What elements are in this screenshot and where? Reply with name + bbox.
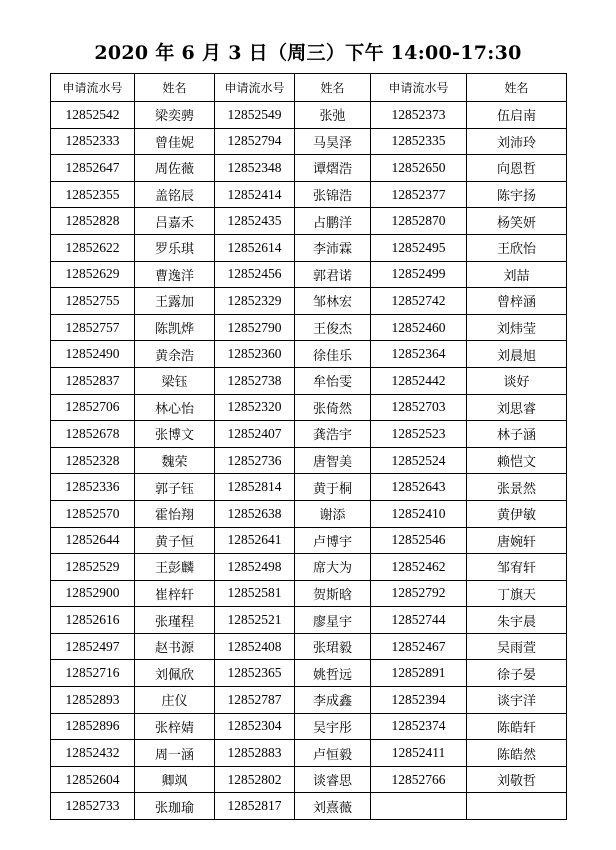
serial-number-cell: 12852614 [215,234,295,261]
serial-number-cell: 12852893 [51,687,135,714]
table-row [51,687,567,714]
name-cell: 曾梓涵 [467,288,567,315]
name-cell: 黄子恒 [135,527,215,554]
serial-number-cell: 12852365 [215,660,295,687]
name-cell: 陈皓然 [467,740,567,767]
serial-number-cell: 12852364 [371,341,467,368]
name-cell: 姚哲远 [295,660,371,687]
name-cell: 邹林宏 [295,288,371,315]
serial-number-cell: 12852304 [215,713,295,740]
name-cell: 刘熹薇 [295,793,371,820]
serial-number-cell: 12852467 [371,633,467,660]
name-cell: 陈宇扬 [467,181,567,208]
serial-number-cell: 12852641 [215,527,295,554]
table-row [51,102,567,129]
name-cell: 唐智美 [295,447,371,474]
name-cell: 卢博宇 [295,527,371,554]
table-row [51,660,567,687]
name-cell: 张瑾程 [135,607,215,634]
serial-number-cell: 12852495 [371,234,467,261]
serial-number-cell: 12852733 [51,793,135,820]
name-cell: 黄伊敏 [467,500,567,527]
header-serial-number: 申请流水号 [371,74,467,102]
name-cell: 吴宇彤 [295,713,371,740]
serial-number-cell: 12852335 [371,128,467,155]
table-row [51,288,567,315]
table-row [51,155,567,182]
serial-number-cell: 12852570 [51,500,135,527]
serial-number-cell: 12852716 [51,660,135,687]
name-cell: 向恩哲 [467,155,567,182]
serial-number-cell: 12852647 [51,155,135,182]
table-row [51,554,567,581]
name-cell: 周佐薇 [135,155,215,182]
name-cell: 黄余浩 [135,341,215,368]
name-cell: 唐婉轩 [467,527,567,554]
header-row [51,74,567,102]
serial-number-cell: 12852643 [371,474,467,501]
name-cell: 刘沛玲 [467,128,567,155]
serial-number-cell: 12852498 [215,554,295,581]
name-cell: 王俊杰 [295,314,371,341]
name-cell: 霍怡翔 [135,500,215,527]
serial-number-cell: 12852373 [371,102,467,129]
serial-number-cell: 12852497 [51,633,135,660]
serial-number-cell: 12852706 [51,394,135,421]
header-name: 姓名 [295,74,371,102]
name-cell: 庄仪 [135,687,215,714]
name-cell: 张景然 [467,474,567,501]
serial-number-cell: 12852883 [215,740,295,767]
name-cell: 曾佳妮 [135,128,215,155]
serial-number-cell: 12852410 [371,500,467,527]
name-cell: 林心怡 [135,394,215,421]
serial-number-cell: 12852581 [215,580,295,607]
serial-number-cell: 12852787 [215,687,295,714]
table-row [51,447,567,474]
serial-number-cell: 12852320 [215,394,295,421]
name-cell: 马昊泽 [295,128,371,155]
serial-number-cell: 12852891 [371,660,467,687]
serial-number-cell: 12852523 [371,421,467,448]
name-cell: 张锦浩 [295,181,371,208]
name-cell: 卢恒毅 [295,740,371,767]
serial-number-cell: 12852794 [215,128,295,155]
name-cell: 梁钰 [135,367,215,394]
name-cell: 曹逸洋 [135,261,215,288]
table-row [51,766,567,793]
table-row [51,713,567,740]
header-serial-number: 申请流水号 [215,74,295,102]
name-cell: 王彭麟 [135,554,215,581]
name-cell: 刘佩欣 [135,660,215,687]
serial-number-cell: 12852411 [371,740,467,767]
serial-number-cell: 12852328 [51,447,135,474]
header-name: 姓名 [467,74,567,102]
name-cell: 王露加 [135,288,215,315]
serial-number-cell: 12852616 [51,607,135,634]
name-cell: 谢添 [295,500,371,527]
serial-number-cell: 12852499 [371,261,467,288]
name-cell: 崔梓轩 [135,580,215,607]
serial-number-cell [371,793,467,820]
name-cell: 谈宇洋 [467,687,567,714]
serial-number-cell: 12852644 [51,527,135,554]
serial-number-cell: 12852817 [215,793,295,820]
serial-number-cell: 12852414 [215,181,295,208]
name-cell: 郭君诺 [295,261,371,288]
table-row [51,421,567,448]
name-cell: 刘喆 [467,261,567,288]
name-cell [467,793,567,820]
name-cell: 席大为 [295,554,371,581]
name-cell: 朱宇晨 [467,607,567,634]
serial-number-cell: 12852394 [371,687,467,714]
name-cell: 王欣怡 [467,234,567,261]
name-cell: 刘思睿 [467,394,567,421]
name-cell: 李沛霖 [295,234,371,261]
serial-number-cell: 12852348 [215,155,295,182]
table-row [51,740,567,767]
name-cell: 刘炜莹 [467,314,567,341]
serial-number-cell: 12852744 [371,607,467,634]
name-cell: 林子涵 [467,421,567,448]
serial-number-cell: 12852755 [51,288,135,315]
name-cell: 张珺毅 [295,633,371,660]
table-row [51,394,567,421]
serial-number-cell: 12852408 [215,633,295,660]
table-row [51,181,567,208]
name-cell: 邹宥轩 [467,554,567,581]
serial-number-cell: 12852678 [51,421,135,448]
name-cell: 周一涵 [135,740,215,767]
name-cell: 赖恺文 [467,447,567,474]
table-row [51,580,567,607]
name-cell: 梁奕骋 [135,102,215,129]
serial-number-cell: 12852622 [51,234,135,261]
name-cell: 卿飒 [135,766,215,793]
name-cell: 龚浩宇 [295,421,371,448]
table-row [51,474,567,501]
serial-number-cell: 12852336 [51,474,135,501]
serial-number-cell: 12852329 [215,288,295,315]
name-cell: 张珈瑜 [135,793,215,820]
serial-number-cell: 12852407 [215,421,295,448]
serial-number-cell: 12852814 [215,474,295,501]
serial-number-cell: 12852333 [51,128,135,155]
name-cell: 张倚然 [295,394,371,421]
table-row [51,261,567,288]
name-cell: 陈皓轩 [467,713,567,740]
serial-number-cell: 12852456 [215,261,295,288]
header-name: 姓名 [135,74,215,102]
name-cell: 廖星宇 [295,607,371,634]
table-row [51,341,567,368]
serial-number-cell: 12852374 [371,713,467,740]
name-cell: 张博文 [135,421,215,448]
name-cell: 谈睿思 [295,766,371,793]
serial-number-cell: 12852790 [215,314,295,341]
table-row [51,500,567,527]
name-cell: 徐佳乐 [295,341,371,368]
serial-number-cell: 12852870 [371,208,467,235]
serial-number-cell: 12852638 [215,500,295,527]
serial-number-cell: 12852766 [371,766,467,793]
name-cell: 魏荣 [135,447,215,474]
serial-number-cell: 12852521 [215,607,295,634]
table-row [51,234,567,261]
name-cell: 陈凯烨 [135,314,215,341]
serial-number-cell: 12852546 [371,527,467,554]
name-cell: 罗乐琪 [135,234,215,261]
name-cell: 郭子钰 [135,474,215,501]
serial-number-cell: 12852355 [51,181,135,208]
serial-number-cell: 12852837 [51,367,135,394]
serial-number-cell: 12852900 [51,580,135,607]
roster-body [51,102,567,820]
serial-number-cell: 12852828 [51,208,135,235]
serial-number-cell: 12852604 [51,766,135,793]
serial-number-cell: 12852738 [215,367,295,394]
serial-number-cell: 12852736 [215,447,295,474]
table-row [51,793,567,820]
header-serial-number: 申请流水号 [51,74,135,102]
table-row [51,314,567,341]
serial-number-cell: 12852462 [371,554,467,581]
roster-table [50,73,567,820]
name-cell: 李成鑫 [295,687,371,714]
name-cell: 占鹏洋 [295,208,371,235]
name-cell: 赵书源 [135,633,215,660]
name-cell: 杨笑妍 [467,208,567,235]
name-cell: 丁旗天 [467,580,567,607]
serial-number-cell: 12852460 [371,314,467,341]
table-row [51,527,567,554]
name-cell: 刘晨旭 [467,341,567,368]
serial-number-cell: 12852549 [215,102,295,129]
serial-number-cell: 12852490 [51,341,135,368]
table-row [51,128,567,155]
name-cell: 刘敬哲 [467,766,567,793]
serial-number-cell: 12852629 [51,261,135,288]
serial-number-cell: 12852432 [51,740,135,767]
table-row [51,208,567,235]
name-cell: 吴雨萱 [467,633,567,660]
serial-number-cell: 12852757 [51,314,135,341]
serial-number-cell: 12852529 [51,554,135,581]
name-cell: 徐子晏 [467,660,567,687]
name-cell: 牟怡雯 [295,367,371,394]
name-cell: 吕嘉禾 [135,208,215,235]
name-cell: 盖铭辰 [135,181,215,208]
name-cell: 张弛 [295,102,371,129]
serial-number-cell: 12852792 [371,580,467,607]
serial-number-cell: 12852377 [371,181,467,208]
serial-number-cell: 12852524 [371,447,467,474]
name-cell: 谈好 [467,367,567,394]
table-row [51,367,567,394]
serial-number-cell: 12852742 [371,288,467,315]
name-cell: 谭熠浩 [295,155,371,182]
name-cell: 黄于桐 [295,474,371,501]
serial-number-cell: 12852802 [215,766,295,793]
table-row [51,607,567,634]
serial-number-cell: 12852703 [371,394,467,421]
serial-number-cell: 12852435 [215,208,295,235]
table-row [51,633,567,660]
name-cell: 伍启南 [467,102,567,129]
name-cell: 张梓婧 [135,713,215,740]
page-title: 2020 年 6 月 3 日（周三）下午 14:00-17:30 [94,42,522,64]
serial-number-cell: 12852650 [371,155,467,182]
serial-number-cell: 12852442 [371,367,467,394]
serial-number-cell: 12852896 [51,713,135,740]
name-cell: 贺斯晗 [295,580,371,607]
serial-number-cell: 12852542 [51,102,135,129]
serial-number-cell: 12852360 [215,341,295,368]
